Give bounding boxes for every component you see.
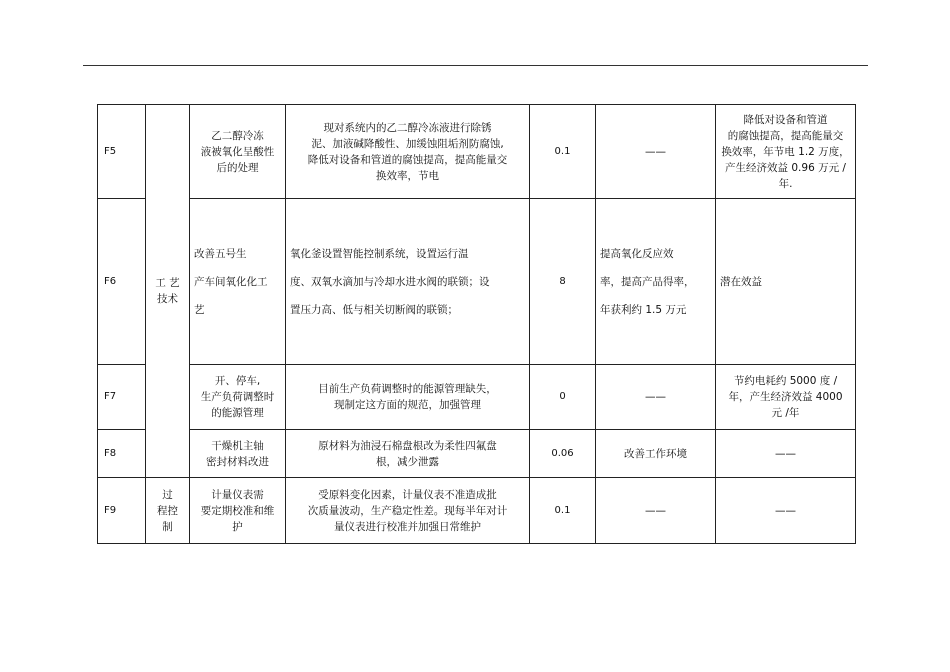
measure-name: 改善五号生 产车间氧化化工 艺 [190, 199, 286, 365]
header-rule [83, 65, 868, 66]
investment-value: 0 [530, 365, 596, 430]
measures-table [97, 104, 856, 544]
economic-benefit: 提高氧化反应效 率，提高产品得率， 年获利约 1.5 万元 [596, 199, 716, 365]
measure-name: 开、停车, 生产负荷调整时 的能源管理 [190, 365, 286, 430]
table-row [98, 199, 856, 365]
measure-description: 现对系统内的乙二醇冷冻液进行除锈 泥、加液碱降酸性、加缓蚀阻垢剂防腐蚀, 降低对设备和管道的腐蚀提高，提高能量交 换效率，节电 [286, 105, 530, 199]
row-id: F5 [98, 105, 146, 199]
investment-value: 8 [530, 199, 596, 365]
investment-value: 0.1 [530, 105, 596, 199]
table-row [98, 430, 856, 478]
economic-benefit: —— [596, 478, 716, 544]
table-row [98, 478, 856, 544]
table-row [98, 105, 856, 199]
measure-name: 计量仪表需 要定期校准和维 护 [190, 478, 286, 544]
category-cell: 工 艺 技术 [146, 105, 190, 478]
row-id: F8 [98, 430, 146, 478]
measure-name: 乙二醇冷冻 液被氧化呈酸性 后的处理 [190, 105, 286, 199]
investment-value: 0.1 [530, 478, 596, 544]
other-benefit: —— [716, 430, 856, 478]
measure-name: 干燥机主轴 密封材料改进 [190, 430, 286, 478]
other-benefit: 节约电耗约 5000 度 / 年，产生经济效益 4000 元 /年 [716, 365, 856, 430]
row-id: F6 [98, 199, 146, 365]
table-row [98, 365, 856, 430]
category-cell: 过 程控 制 [146, 478, 190, 544]
measure-description: 氧化釜设置智能控制系统，设置运行温 度、双氧水滴加与冷却水进水阀的联锁；设 置压力高、低与相关切断阀的联锁； [286, 199, 530, 365]
row-id: F7 [98, 365, 146, 430]
measure-description: 目前生产负荷调整时的能源管理缺失， 现制定这方面的规范，加强管理 [286, 365, 530, 430]
measure-description: 受原料变化因素，计量仪表不准造成批 次质量波动，生产稳定性差。现每半年对计 量仪表进行校准并加强日常维护 [286, 478, 530, 544]
economic-benefit: 改善工作环境 [596, 430, 716, 478]
other-benefit: 降低对设备和管道 的腐蚀提高，提高能量交 换效率，年节电 1.2 万度， 产生经济效益 0.96 万元 / 年. [716, 105, 856, 199]
economic-benefit: —— [596, 105, 716, 199]
other-benefit: 潜在效益 [716, 199, 856, 365]
measure-description: 原材料为油浸石棉盘根改为柔性四氟盘 根，减少泄露 [286, 430, 530, 478]
row-id: F9 [98, 478, 146, 544]
economic-benefit: —— [596, 365, 716, 430]
investment-value: 0.06 [530, 430, 596, 478]
other-benefit: —— [716, 478, 856, 544]
